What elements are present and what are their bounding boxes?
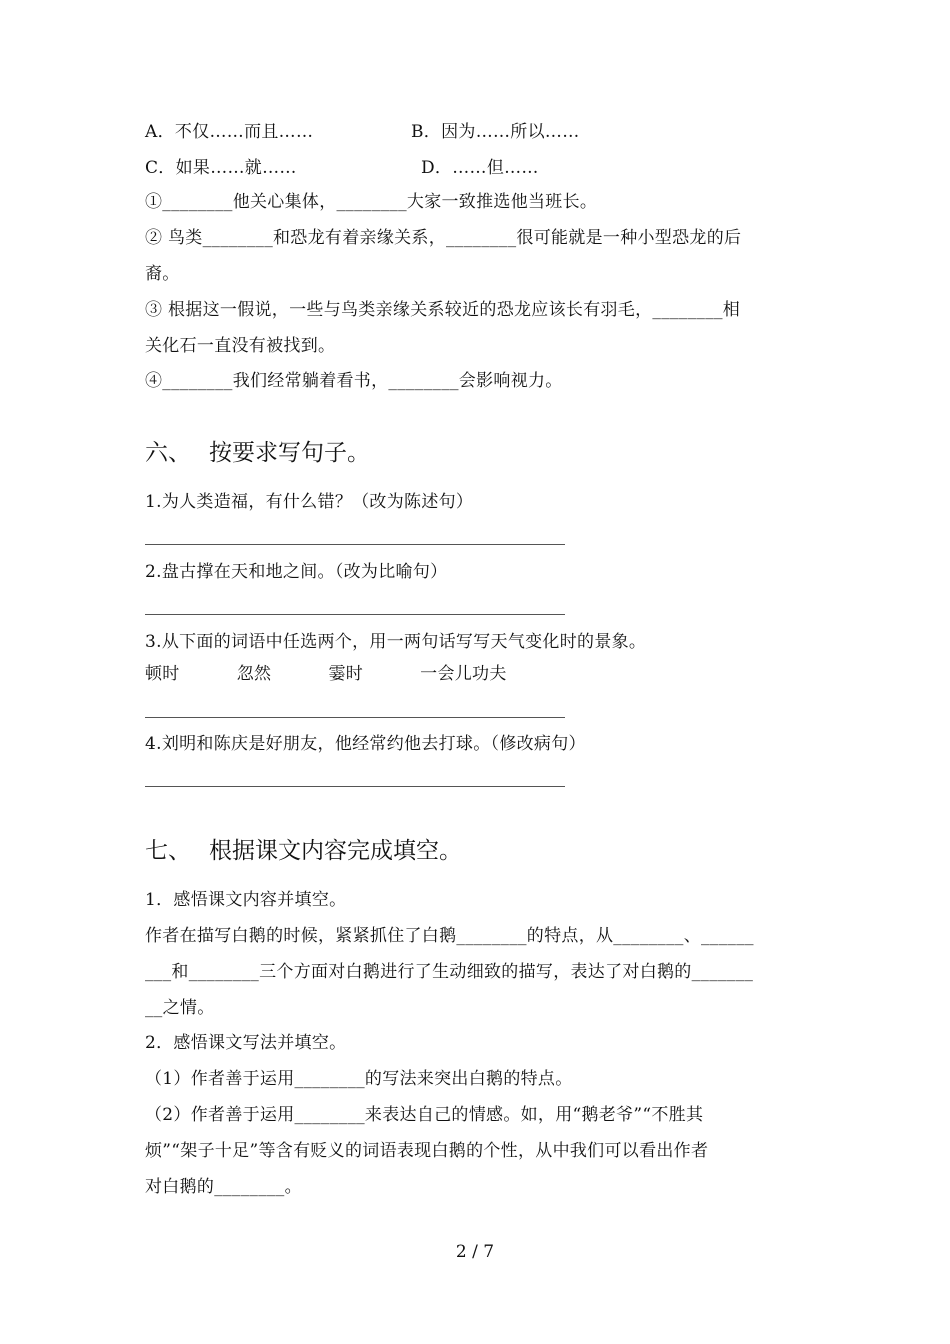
answer-line-4[interactable] xyxy=(145,786,565,787)
section-7-part-1-line-3: __之情。 xyxy=(145,998,215,1018)
fill-sentence-3-line-1: ③ 根据这一假说，一些与鸟类亲缘关系较近的恐龙应该长有羽毛，________相 xyxy=(145,300,741,320)
section-6-title: 按要求写句子。 xyxy=(209,440,370,466)
option-a: A．不仅……而且…… xyxy=(145,122,314,142)
fill-sentence-4: ④________我们经常躺着看书，________会影响视力。 xyxy=(145,371,563,391)
fill-sentence-2-line-2: 裔。 xyxy=(145,264,180,284)
fill-sentence-1: ①________他关心集体，________大家一致推选他当班长。 xyxy=(145,192,598,212)
section-7-part-2-item-2-line-3: 对白鹅的________。 xyxy=(145,1177,302,1197)
section-7-part-2-item-2-line-2: 烦”“架子十足”等含有贬义的词语表现白鹅的个性，从中我们可以看出作者 xyxy=(145,1141,709,1161)
section-7-part-2-title: 2．感悟课文写法并填空。 xyxy=(145,1033,347,1053)
section-7-part-1-line-1: 作者在描写白鹅的时候，紧紧抓住了白鹅________的特点，从________、______ xyxy=(145,926,754,946)
option-c: C．如果……就…… xyxy=(145,158,297,178)
section-6-number: 六、 xyxy=(145,440,191,466)
word-item: 忽然 xyxy=(236,664,272,684)
fill-sentence-3-line-2: 关化石一直没有被找到。 xyxy=(145,336,336,356)
section-6-heading xyxy=(145,438,370,468)
section-6-question-3: 3.从下面的词语中任选两个，用一两句话写写天气变化时的景象。 xyxy=(145,632,647,652)
answer-line-1[interactable] xyxy=(145,544,565,545)
section-7-title: 根据课文内容完成填空。 xyxy=(209,838,462,864)
page-number: 2 / 7 xyxy=(455,1242,495,1262)
answer-line-2[interactable] xyxy=(145,614,565,615)
word-item: 霎时 xyxy=(328,664,364,684)
fill-sentence-2-line-1: ② 鸟类________和恐龙有着亲缘关系，________很可能就是一种小型恐龙的后 xyxy=(145,228,742,248)
option-d: D．……但…… xyxy=(421,158,539,178)
section-6-question-4: 4.刘明和陈庆是好朋友，他经常约他去打球。（修改病句） xyxy=(145,734,586,754)
section-7-part-2-item-1: （1）作者善于运用________的写法来突出白鹅的特点。 xyxy=(145,1069,573,1089)
section-6-question-2: 2.盘古撑在天和地之间。（改为比喻句） xyxy=(145,562,448,582)
answer-line-3[interactable] xyxy=(145,717,565,718)
section-7-part-1-title: 1．感悟课文内容并填空。 xyxy=(145,890,347,910)
section-6-question-1: 1.为人类造福，有什么错？（改为陈述句） xyxy=(145,492,474,512)
section-7-heading xyxy=(145,836,462,866)
option-b: B．因为……所以…… xyxy=(411,122,580,142)
word-item: 一会儿功夫 xyxy=(420,664,507,684)
section-7-part-1-line-2: ___和________三个方面对白鹅进行了生动细致的描写，表达了对白鹅的_______ xyxy=(145,962,754,982)
word-list xyxy=(145,662,810,686)
section-7-part-2-item-2-line-1: （2）作者善于运用________来表达自己的情感。如，用“鹅老爷”“不胜其 xyxy=(145,1105,704,1125)
options-row-1 xyxy=(145,120,810,144)
section-7-number: 七、 xyxy=(145,838,191,864)
word-item: 顿时 xyxy=(145,664,180,684)
options-row-2 xyxy=(145,156,810,180)
